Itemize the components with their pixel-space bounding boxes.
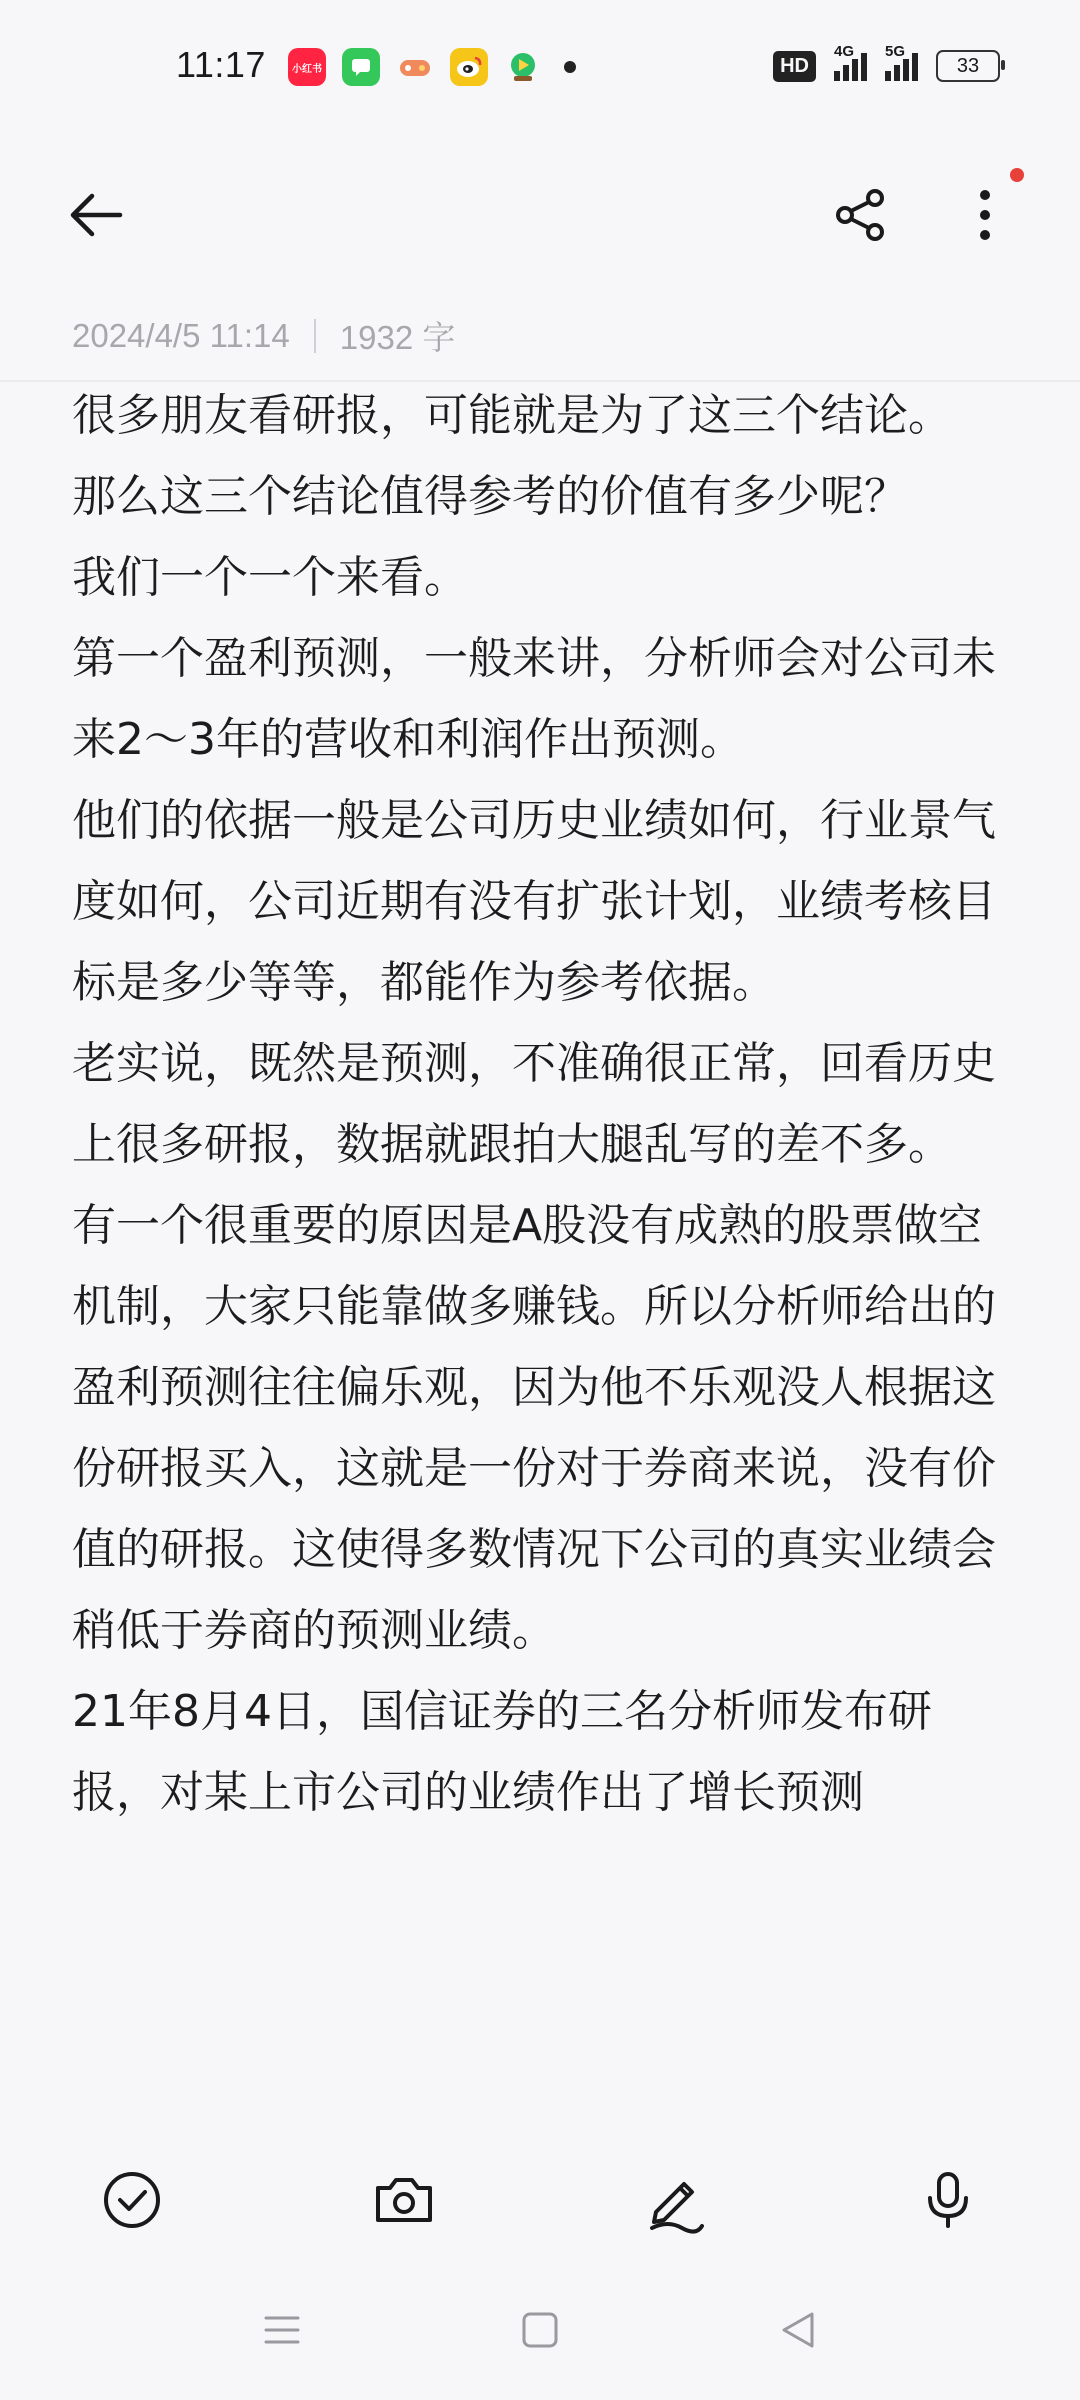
handwriting-button[interactable] [638, 2162, 714, 2238]
paragraph: 老实说，既然是预测，不准确很正常，回看历史上很多研报，数据就跟拍大腿乱写的差不多。 [72, 1038, 996, 1170]
game-icon [396, 48, 434, 86]
meta-divider [314, 319, 316, 353]
back-triangle-icon [768, 2300, 828, 2360]
note-word-count: 1932 字 [339, 319, 456, 356]
paragraph: 很多朋友看研报，可能就是为了这三个结论。 [72, 390, 952, 441]
note-date: 2024/4/5 11:14 [72, 316, 290, 354]
paragraph: 第一个盈利预测，一般来讲，分析师会对公司未来2～3年的营收和利润作出预测。 [72, 633, 996, 765]
pen-icon [638, 2162, 714, 2238]
signal-4g-icon: 4G [834, 51, 867, 81]
paragraph: 他们的依据一般是公司历史业绩如何，行业景气度如何，公司近期有没有扩张计划，业绩考核目标是多少等等，都能作为参考依据。 [72, 795, 996, 1008]
microphone-icon [910, 2162, 986, 2238]
share-button[interactable] [826, 180, 896, 250]
home-square-icon [510, 2300, 570, 2360]
hd-icon: HD [773, 51, 816, 82]
paragraph: 我们一个一个来看。 [72, 552, 468, 603]
paragraph: 21年8月4日，国信证券的三名分析师发布研报，对某上市公司的业绩作出了增长预测 [72, 1686, 932, 1818]
battery-icon: 33 [936, 50, 1000, 82]
notification-dot [1010, 168, 1024, 182]
video-icon [504, 48, 542, 86]
more-notifications-icon [564, 61, 576, 73]
top-toolbar [0, 160, 1080, 260]
checklist-button[interactable] [94, 2162, 170, 2238]
more-options-button[interactable] [950, 180, 1020, 250]
messages-icon [342, 48, 380, 86]
paragraph: 那么这三个结论值得参考的价值有多少呢？ [72, 471, 908, 522]
check-circle-icon [94, 2162, 170, 2238]
bottom-toolbar [0, 2122, 1080, 2400]
camera-button[interactable] [366, 2162, 442, 2238]
recent-apps-button[interactable] [252, 2300, 312, 2360]
note-meta [72, 312, 455, 359]
camera-icon [366, 2162, 442, 2238]
status-app-icons [288, 48, 576, 86]
voice-button[interactable] [910, 2162, 986, 2238]
paragraph: 有一个很重要的原因是A股没有成熟的股票做空机制，大家只能靠做多赚钱。所以分析师给出的盈利预测往往偏乐观，因为他不乐观没人根据这份研报买入，这就是一份对于券商来说，没有价值的研报。这使得多数情况下公司的真实业绩会稍低于券商的预测业绩。 [72, 1200, 996, 1656]
weibo-icon [450, 48, 488, 86]
status-time: 11:17 [176, 44, 266, 85]
more-vertical-icon [950, 180, 1020, 250]
status-bar [0, 0, 1080, 140]
arrow-left-icon [62, 180, 132, 250]
share-icon [826, 180, 896, 250]
back-button[interactable] [62, 180, 132, 250]
note-body[interactable] [0, 382, 1080, 2122]
system-back-button[interactable] [768, 2300, 828, 2360]
status-indicators [773, 43, 1000, 82]
signal-5g-icon: 5G [885, 51, 918, 81]
note-text[interactable] [72, 382, 1012, 1833]
home-button[interactable] [510, 2300, 570, 2360]
xiaohongshu-icon: 小红书 [288, 48, 326, 86]
menu-icon [252, 2300, 312, 2360]
